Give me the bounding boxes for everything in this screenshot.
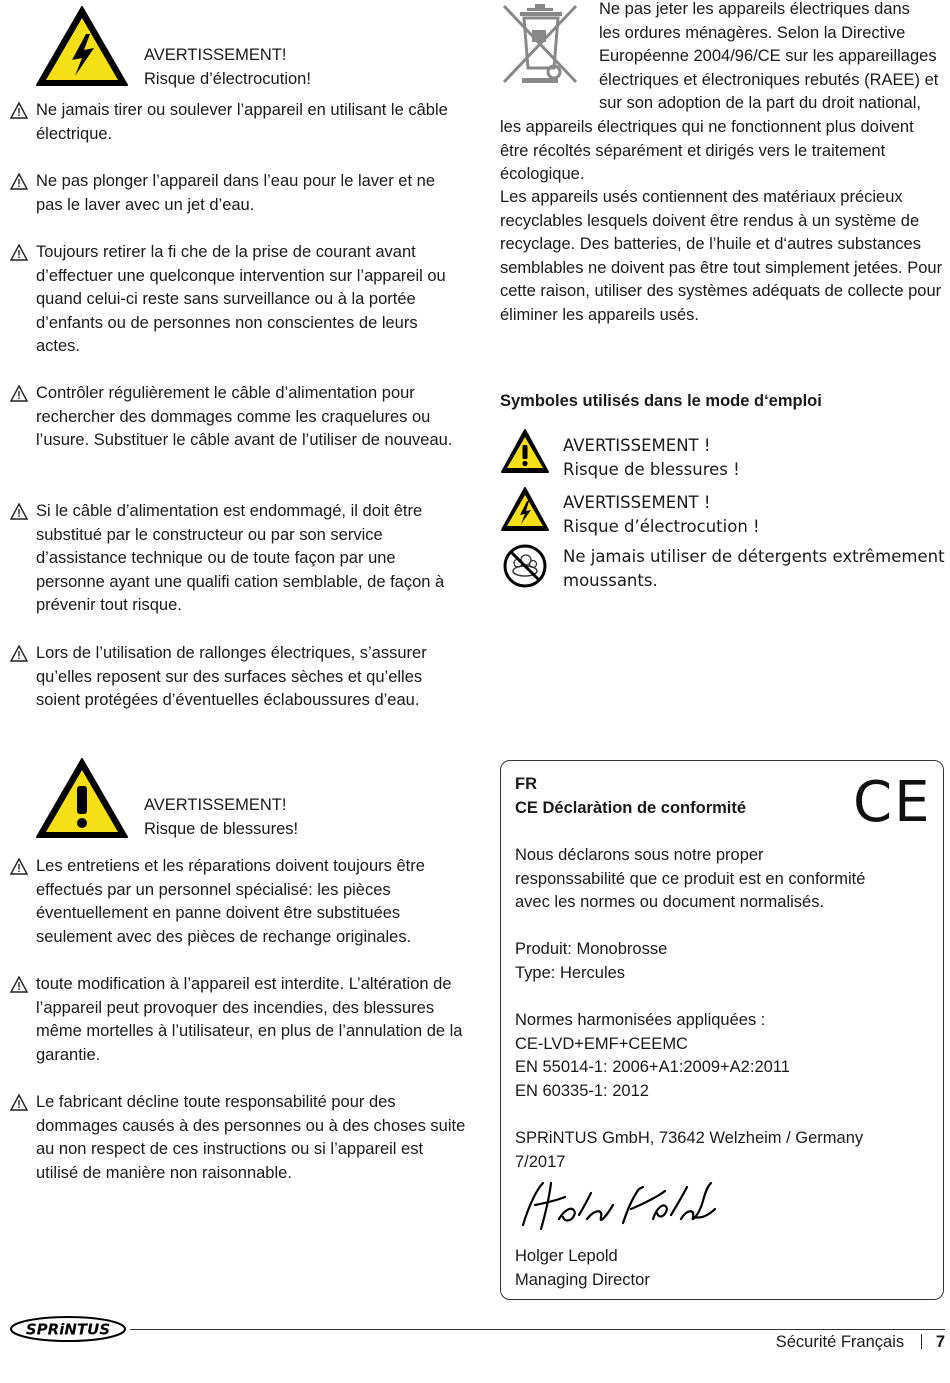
ce-mark: CE — [853, 770, 932, 835]
declaration-norms: Normes harmonisées appliquées : CE-LVD+EMF+CEEMC EN 55014-1: 2006+A1:2009+A2:2011 EN 60335-1: 2012 — [515, 1011, 790, 1100]
page-number: 7 — [935, 1333, 945, 1351]
warning-item: Toujours retirer la fi che de la prise de courant avant d’effectuer une quelconque intervention sur l’appareil ou quand celui-ci reste sans surveillance ou à la portée d’enfants ou de personnes non conscientes de leurs actes. — [10, 241, 466, 359]
declaration-type: Type: Hercules — [515, 964, 626, 982]
recycling-paragraph: Les appareils usés contiennent des matériaux précieux recyclables lesquels doivent être rendus à un système de recyclage. Des batteries, de l’huile et d‘autres substances semblables ne doivent pas être tout simplement jetées. Pour cette raison, utiliser des systèmes adéquats de collecte pour éliminer les appareils usés. — [500, 188, 943, 324]
weee-notice: Ne pas jeter les appareils électriques dans les ordures ménagères. Selon la Directive Européenne 2004/96/CE sur les appareillages électriques et électroniques rebutés (RAEE) et sur son adoption de la part du droit national, — [599, 0, 939, 113]
ce-declaration-box — [500, 760, 944, 1300]
warning-item: Ne jamais tirer ou soulever l’appareil en utilisant le câble électrique. — [10, 99, 466, 146]
warning-triangle-icon — [10, 976, 28, 993]
warning-item: Ne pas plonger l’appareil dans l’eau pour le laver et ne pas le laver avec un jet d’eau. — [10, 170, 466, 217]
warning-triangle-icon — [10, 102, 28, 119]
warning-triangle-icon — [10, 1094, 28, 1111]
footer-section: Sécurité Français — [775, 1333, 905, 1351]
warning-title-electrocution: AVERTISSEMENT! Risque d’électrocution! — [144, 46, 311, 88]
warning-item: toute modification à l’appareil est interdite. L’altération de l’appareil peut provoquer des incendies, des blessures même mortelles à l’utilisateur, en plus de l’annulation de la garantie. — [10, 973, 466, 1067]
warning-item: Le fabricant décline toute responsabilité pour des dommages causés à des personnes ou à des choses suite au non respect de ces instructions ou si l’appareil est utilisé de manière non raisonnable. — [10, 1091, 466, 1185]
svg-text:SPRiNTUS: SPRiNTUS — [25, 1320, 111, 1339]
signer-name: Holger Lepold — [515, 1247, 618, 1265]
electric-hazard-icon — [34, 4, 130, 88]
injury-hazard-icon — [34, 756, 130, 840]
symbols-heading: Symboles utilisés dans le mode d‘emploi — [500, 392, 822, 410]
no-foaming-detergent-icon — [500, 543, 550, 589]
declaration-date: 7/2017 — [515, 1153, 566, 1171]
signer-role: Managing Director — [515, 1271, 650, 1289]
warning-triangle-icon — [10, 385, 28, 402]
warning-triangle-icon — [10, 173, 28, 190]
declaration-intro: Nous déclarons sous notre proper responssabilité que ce produit est en conformité avec les normes ou document normalisés. — [515, 846, 866, 912]
warning-triangle-icon — [10, 244, 28, 261]
warning-item: Si le câble d’alimentation est endommagé, il doit être substitué par le constructeur ou par son service d’assistance technique ou de toute façon par une personne ayant une qualifi cation semblable, de façon à prévenir tout risque. — [10, 500, 466, 618]
signature-image — [515, 1175, 725, 1237]
warning-triangle-icon — [10, 503, 28, 520]
page-footer — [760, 1331, 945, 1355]
declaration-product: Produit: Monobrosse — [515, 940, 668, 958]
warning-title-injury: AVERTISSEMENT! Risque de blessures! — [144, 796, 299, 838]
declaration-language: FR — [515, 775, 537, 793]
declaration-title: CE Déclaràtion de conformité — [515, 799, 747, 817]
warning-item: Les entretiens et les réparations doivent toujours être effectués par un personnel spécialisé: les pièces éventuellement en panne doivent être substituées seulement avec des pièces de rechange originales. — [10, 855, 466, 949]
symbol-detergent-label: Ne jamais utiliser de détergents extrêmement moussants. — [563, 547, 945, 590]
warning-item: Lors de l’utilisation de rallonges électriques, s’assurer qu’elles reposent sur des surfaces sèches et qu’elles soient protégées d’éventuelles éclaboussures d’eau. — [10, 642, 466, 713]
declaration-company: SPRiNTUS GmbH, 73642 Welzheim / Germany — [515, 1129, 864, 1147]
warning-triangle-icon — [10, 858, 28, 875]
electrocution-warning-symbol-icon — [500, 486, 550, 532]
crossed-out-bin-icon — [500, 2, 580, 86]
footer-separator — [921, 1334, 923, 1349]
warning-triangle-icon — [10, 645, 28, 662]
weee-notice-continued: les appareils électriques qui ne fonctionnent plus doivent être récoltés séparément et dirigés vers le traitement écologique. — [500, 118, 914, 184]
symbol-injury-label: AVERTISSEMENT ! Risque de blessures ! — [563, 436, 740, 479]
sprintus-logo — [8, 1314, 128, 1344]
injury-warning-symbol-icon — [500, 428, 550, 474]
footer-rule — [130, 1329, 945, 1330]
warning-item: Contrôler régulièrement le câble d’alimentation pour rechercher des dommages comme les craquelures ou l’usure. Substituer le câble avant de l’utiliser de nouveau. — [10, 382, 466, 453]
symbol-electrocution-label: AVERTISSEMENT ! Risque d’électrocution ! — [563, 493, 760, 536]
